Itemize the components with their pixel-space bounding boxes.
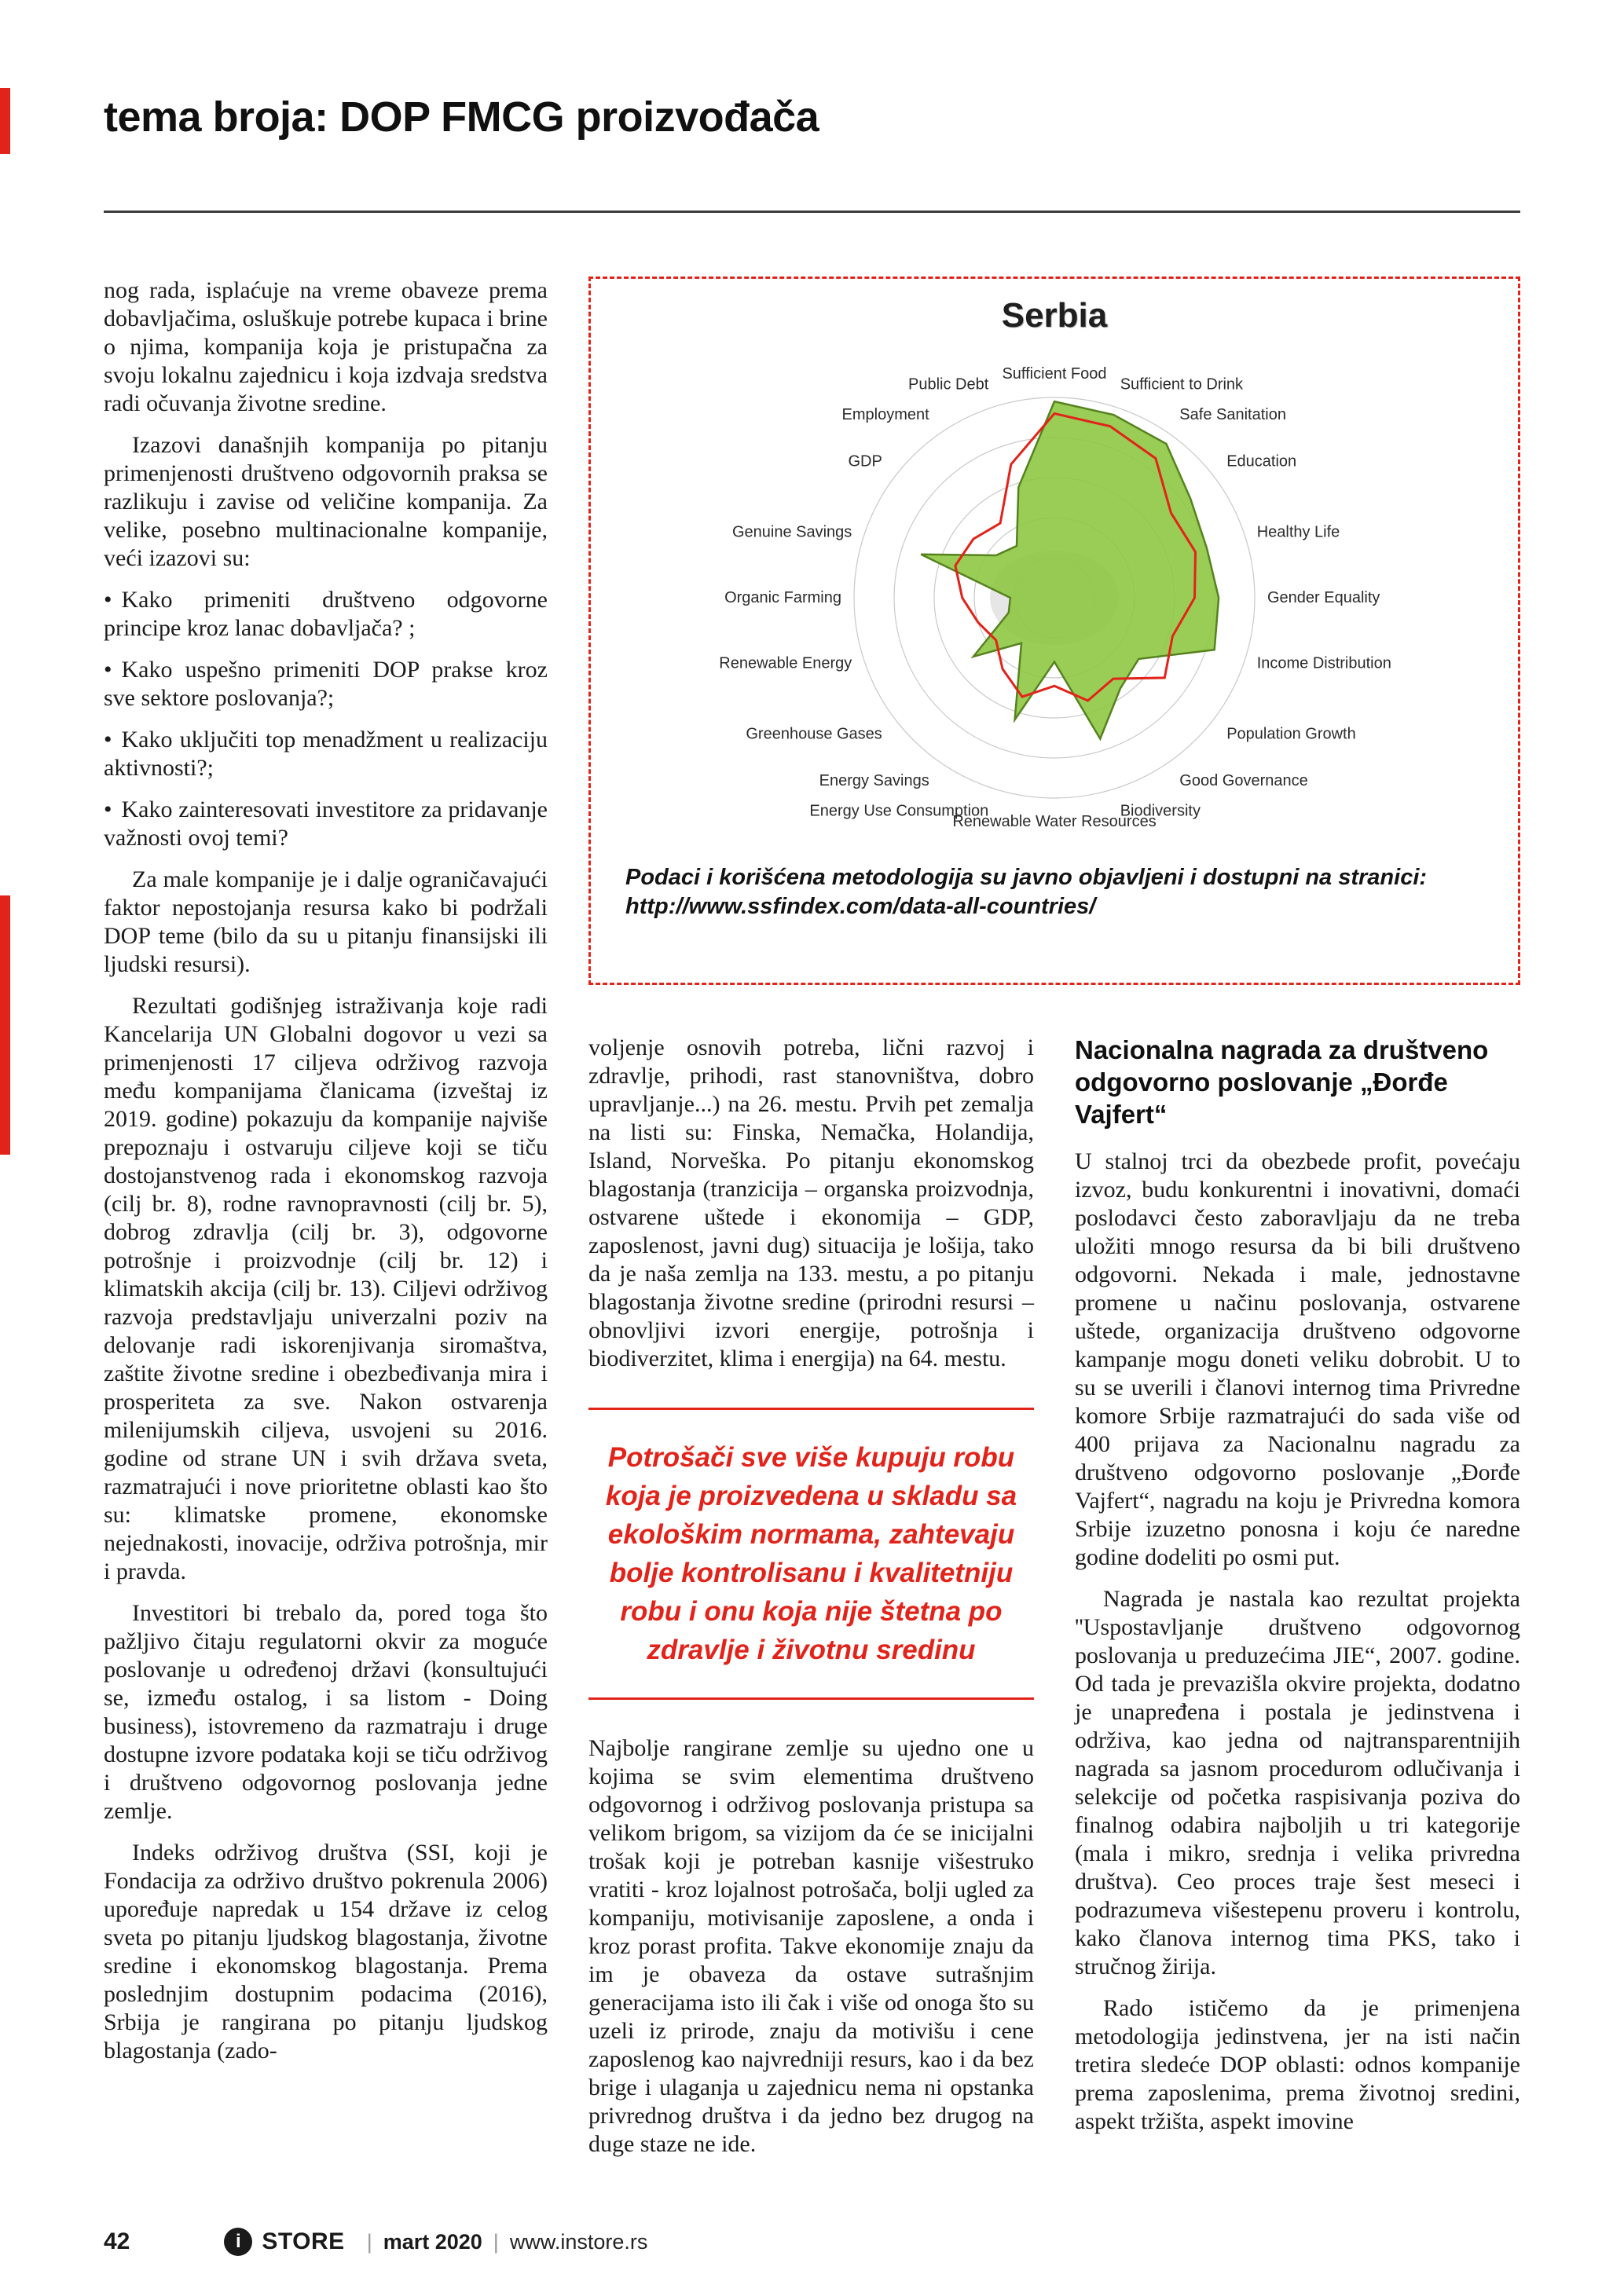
bullet-item <box>104 726 548 782</box>
bullet-text: Kako primeniti društveno odgovorne principe kroz lanac dobavljača? ; <box>104 587 548 641</box>
radar-chart <box>614 339 1494 857</box>
paragraph: Rado ističemo da je primenjena metodologija jedinstvena, jer na isti način tretira sledeće DOP oblasti: odnos kompanije prema zaposlenima, prema životnoj sredini, aspekt tržišta, aspekt imovine <box>1075 1995 1520 2134</box>
svg-text:Organic Farming: Organic Farming <box>724 589 841 606</box>
bullet-item <box>104 796 548 852</box>
svg-text:Education: Education <box>1226 452 1297 471</box>
paragraph: Najbolje rangirane zemlje su ujedno one u kojima se svim elementima društveno odgovornog i održivog poslovanja pristupa sa velikom brigom, sa vizijom da će se inicijalni trošak koji je potreban kasnije višestruko vratiti - kroz lojalnost potrošača, bolji ugled za kompaniju, motivisanije zaposlene, a onda i kroz porast profita. Takve ekonomije znaju da im je obaveza da ostave sutrašnjim generacijama isto ili čak i više od onoga što su uzeli iz prirode, znaju da motivišu i cene zaposlenog kao najvredniji resurs, kao i da bez brige i ulaganja u zajednicu nema ni opstanka privrednog društva i da jedno bez drugog na duge staze ne ide. <box>588 1735 1034 2157</box>
header-divider <box>104 211 1520 213</box>
paragraph: Indeks održivog društva (SSI, koji je Fondacija za održivo društvo pokrenula 2006) upoređuje napredak u 154 države iz celog sveta po pitanju ljudskog blagostanja, životne sredine i ekonomskog blagostanja. Prema poslednjim dostupnim podacima (2016), Srbija je rangirana po pitanju ljudskog blagostanja (zado- <box>104 1840 548 2063</box>
svg-text:Gender Equality: Gender Equality <box>1267 589 1380 606</box>
lower-columns <box>588 1034 1520 2159</box>
svg-text:Income Distribution: Income Distribution <box>1256 654 1391 672</box>
paragraph: Investitori bi trebalo da, pored toga što pažljivo čitaju regulatorni okvir za moguće poslovanje u određenoj državi (konsultujući se, između ostalog, i sa listom - Doing business), istovremeno da razmatraju i druge dostupne izvore podataka koji se tiču održivog i društveno odgovornog poslovanja jedne zemlje. <box>104 1600 548 1824</box>
svg-text:Healthy Life: Healthy Life <box>1256 523 1340 541</box>
bullet-text: Kako uspešno primeniti DOP prakse kroz sve sektore poslovanja?; <box>104 657 548 711</box>
middle-column <box>588 1034 1034 2159</box>
bullet-item <box>104 656 548 712</box>
bullet-marker: • <box>104 587 112 613</box>
chart-caption-url[interactable]: http://www.ssfindex.com/data-all-countries/ <box>625 894 1096 919</box>
bullet-marker: • <box>104 796 112 822</box>
paragraph: voljenje osnovih potreba, lični razvoj i zdravlje, prihodi, rast stanovništva, dobro upravljanje...) na 26. mestu. Prvih pet zemalja na listi su: Finska, Nemačka, Holandija, Island, Norveška. Po pitanju ekonomskog blagostanja (tranzicija – organska proizvodnja, ostvarene uštede i ekonomija – GDP, zaposlenost, javni dug) situacija je lošija, tako da je naša zemlja na 133. mestu, a po pitanju blagostanja životne sredine (prirodni resursi – obnovljivi izvori energije, potrošnja i biodiverzitet, klima i energija) na 64. mestu. <box>588 1034 1034 1371</box>
chart-caption <box>614 863 1494 921</box>
pull-quote: Potrošači sve više kupuju robu koja je proizvedena u skladu sa ekološkim normama, zahtevaju bolje kontrolisanu i kvalitetniju robu i onu koja nije štetna po zdravlje i životnu sredinu <box>588 1408 1034 1700</box>
paragraph: Nagrada je nastala kao rezultat projekta ''Uspostavljanje društveno odgovornog poslovanja u preduzećima JIE“, 2007. godine. Od tada je prevazišla okvire projekta, dodatno je unapređena i postala je jedinstvena i održiva, kao jedna od najtransparentnijih nagrada sa jasnom procedurom odlučivanja i selekcije od početka raspisivanja poziva do finalnog odabira najboljih u tri kategorije (mala i mikro, srednja i velika privredna društva). Ceo proces traje šest meseci i podrazumeva višestepenu proveru i kontrolu, kako članova internog tima PKS, tako i stručnog žirija. <box>1075 1586 1520 1979</box>
footer-separator: | <box>366 2229 372 2254</box>
svg-text:Biodiversity: Biodiversity <box>1120 802 1201 820</box>
page-number: 42 <box>104 2228 130 2254</box>
page-footer <box>104 2228 647 2256</box>
svg-text:Population Growth: Population Growth <box>1226 725 1356 743</box>
bullet-text: Kako zainteresovati investitore za pridavanje važnosti ovoj temi? <box>104 796 548 851</box>
paragraph: Za male kompanije je i dalje ograničavajući faktor nepostojanja resursa kako bi podržali DOP teme (bilo da su u pitanju finansijski ili ljudski resursi). <box>104 866 548 977</box>
right-column <box>1075 1034 1520 2159</box>
svg-text:Energy Use Consumption: Energy Use Consumption <box>809 802 989 820</box>
footer-separator: | <box>493 2229 499 2254</box>
bullet-marker: • <box>104 727 112 753</box>
svg-text:Renewable Energy: Renewable Energy <box>719 654 852 672</box>
bullet-marker: • <box>104 657 112 683</box>
svg-text:Genuine Savings: Genuine Savings <box>731 523 852 541</box>
section-heading: Nacionalna nagrada za društveno odgovorno poslovanje „Đorđe Vajfert“ <box>1075 1035 1489 1129</box>
red-edge-mark-middle <box>0 895 10 1155</box>
svg-text:Sufficient Food: Sufficient Food <box>1002 365 1107 383</box>
svg-text:Employment: Employment <box>841 405 929 423</box>
page-content <box>104 276 1520 2159</box>
right-area <box>588 276 1520 2159</box>
bullet-item <box>104 586 548 643</box>
paragraph: Izazovi današnjih kompanija po pitanju primenjenosti društveno odgovornih praksa se razlikuju i zavise od veličine kompanija. Za velike, posebno multinacionalne kompanije, veći izazovi su: <box>104 432 548 571</box>
left-column <box>104 276 548 2159</box>
paragraph: U stalnoj trci da obezbede profit, povećaju izvoz, budu konkurentni i inovativni, domaći poslodavci često zaboravljaju da ne treba uložiti mnogo resursa da bi bili društveno odgovorni. Nekada i male, jednostavne promene u načinu poslovanja, ostvarene uštede, organizacija društveno odgovorne kampanje mogu doneti veliku dobrobit. U to su se uverili i članovi internog tima Privredne komore Srbije razmatrajući do sada više od 400 prijava za Nacionalnu nagradu za društveno odgovorno poslovanje „Đorđe Vajfert“, nagradu na koju je Privredna komora Srbije izuzetno ponosna i koju će naredne godine dodeliti po osmi put. <box>1075 1148 1520 1570</box>
paragraph: Rezultati godišnjeg istraživanja koje radi Kancelarija UN Globalni dogovor u vezi sa primenjenosti 17 ciljeva održivog razvoja među kompanijama članicama (izveštaj iz 2019. godine) pokazuju da kompanije najviše prepoznaju i ostvaruju ciljeve koji se tiču dostojanstvenog rada i ekonomskog razvoja (cilj br. 8), rodne ravnopravnosti (cilj br. 5), dobrog zdravlja (cilj br. 3), odgovorne potrošnje i proizvodnje (cilj br. 12) i klimatskih akcija (cilj br. 13). Ciljevi održivog razvoja predstavljaju univerzalni poziv na delovanje radi iskorenjivanja siromaštva, zaštite životne sredine i obezbeđivanja mira i prosperiteta za sve. Nakon ostvarenja milenijumskih ciljeva, usvojeni su 2016. godine od strane UN i svih država sveta, razmatrajući i nove prioritetne oblasti kao što su: klimatske promene, ekonomske nejednakosti, inovacije, održiva potrošnja, mir i pravda. <box>104 993 548 1584</box>
svg-text:Sufficient to Drink: Sufficient to Drink <box>1120 375 1244 394</box>
logo-letter: i <box>236 2231 241 2252</box>
svg-text:Renewable Water Resources: Renewable Water Resources <box>952 813 1157 830</box>
chart-caption-text: Podaci i korišćena metodologija su javno objavljeni i dostupni na stranici: <box>625 865 1428 890</box>
issue-date: mart 2020 <box>383 2229 482 2254</box>
radar-chart-panel <box>588 276 1520 985</box>
svg-text:GDP: GDP <box>848 452 882 471</box>
svg-text:Public Debt: Public Debt <box>908 375 989 394</box>
svg-text:Greenhouse Gases: Greenhouse Gases <box>746 725 882 743</box>
svg-text:Energy Savings: Energy Savings <box>819 772 929 790</box>
red-edge-mark-top <box>0 88 10 154</box>
website-url: www.instore.rs <box>509 2229 648 2254</box>
instore-logo-icon <box>224 2228 252 2256</box>
svg-text:Safe Sanitation: Safe Sanitation <box>1179 405 1286 423</box>
page-title: tema broja: DOP FMCG proizvođača <box>104 93 819 141</box>
bullet-text: Kako uključiti top menadžment u realizaciju aktivnosti?; <box>104 727 548 781</box>
paragraph: nog rada, isplaćuje na vreme obaveze prema dobavljačima, osluškuje potrebe kupaca i brine o njima, kompanija koja je pristupačna za svoju lokalnu zajednicu i koja izdvaja sredstva radi očuvanja životne sredine. <box>104 277 548 416</box>
svg-text:Good Governance: Good Governance <box>1179 772 1308 790</box>
chart-title: Serbia <box>1001 296 1108 335</box>
brand-name: STORE <box>262 2228 345 2254</box>
